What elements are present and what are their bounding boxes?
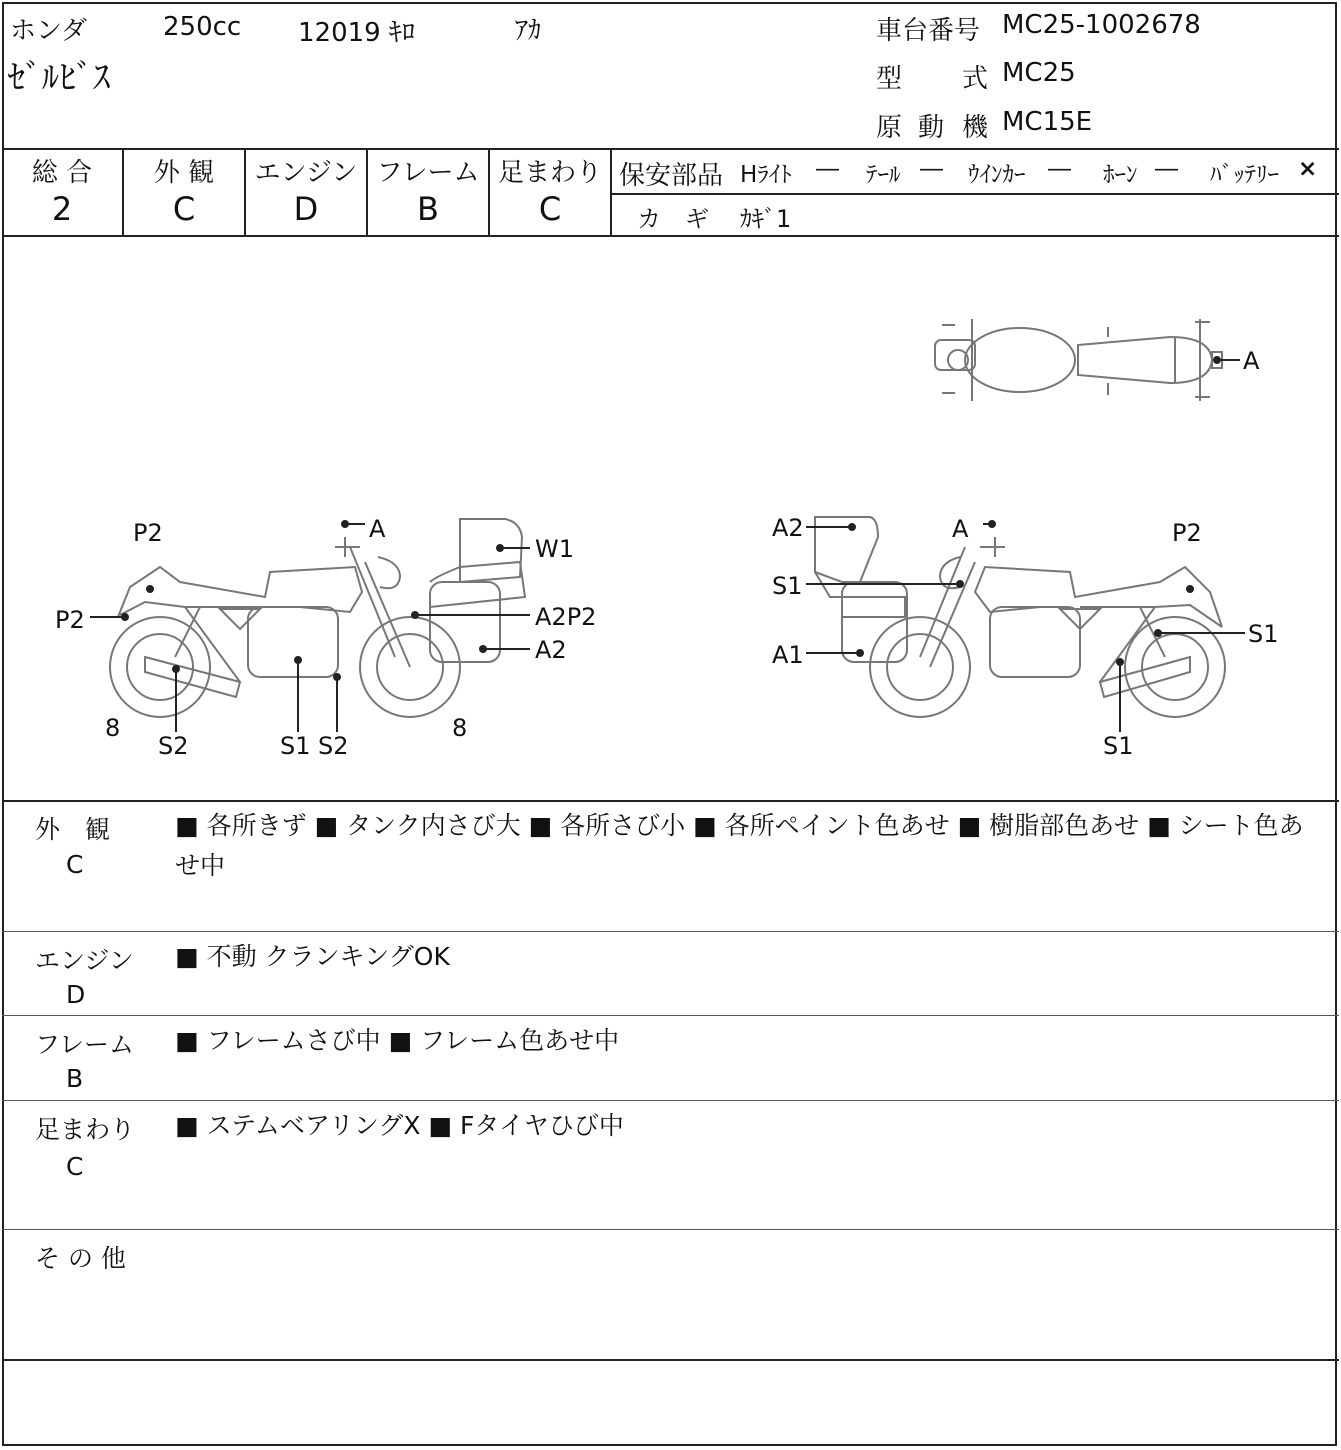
top-view-bike <box>935 319 1222 401</box>
section-divider <box>2 1015 1339 1016</box>
safety-item-tail: ﾃｰﾙ <box>866 162 901 188</box>
grade-value-engine: D <box>293 190 319 228</box>
frame-no-value: MC25-1002678 <box>1002 10 1201 40</box>
section-title-engine: エンジン <box>35 946 134 975</box>
grade-value-suspension: C <box>538 190 562 228</box>
engine-label-2: 動 <box>918 113 945 143</box>
grade-label-suspension: 足まわり <box>497 158 602 188</box>
label-right-s1-muffler: S1 <box>1103 732 1134 760</box>
section-grade-exterior: C <box>66 850 84 879</box>
footer-rule <box>2 1359 1339 1361</box>
engine-value: MC15E <box>1002 107 1093 137</box>
engine-label-3: 機 <box>962 113 989 143</box>
type-label-2: 式 <box>962 64 989 94</box>
grade-row-top-rule <box>2 148 1339 150</box>
label-left-a2p2: A2P2 <box>535 603 597 631</box>
right-side-bike <box>815 517 1225 717</box>
safety-mark-tail: ― <box>920 156 943 182</box>
label-left-w1: W1 <box>535 535 574 563</box>
grade-value-exterior: C <box>172 190 196 228</box>
section-text-engine: ■ 不動 クランキングOK <box>175 942 450 971</box>
grade-label-frame: フレーム <box>376 158 480 188</box>
damage-diagram <box>0 237 1341 800</box>
mileage: 12019 ｷﾛ <box>298 18 415 48</box>
label-top-a: A <box>1243 347 1260 375</box>
label-right-a2: A2 <box>772 514 804 542</box>
section-text-frame: ■ フレームさび中 ■ フレーム色あせ中 <box>175 1026 620 1055</box>
section-title-other: そ の 他 <box>35 1244 126 1273</box>
frame-no-label: 車台番号 <box>876 16 981 46</box>
section-text-exterior: ■ 各所きず ■ タンク内さび大 ■ 各所さび小 ■ 各所ペイント色あせ ■ 樹脂部色あせ ■ シート色あせ中 <box>175 811 1304 880</box>
color: ｱｶ <box>515 16 542 46</box>
label-left-p2-upper: P2 <box>133 519 163 547</box>
diagram-bottom-rule <box>2 800 1339 802</box>
section-grade-engine: D <box>66 980 86 1009</box>
section-grade-frame: B <box>66 1064 84 1093</box>
label-left-a: A <box>369 515 386 543</box>
safety-item-headlight: Hﾗｲﾄ <box>740 162 792 188</box>
type-value: MC25 <box>1002 58 1076 88</box>
section-title-frame: フレーム <box>35 1030 135 1059</box>
safety-label: 保安部品 <box>619 161 724 191</box>
safety-mark-headlight: ― <box>816 156 839 182</box>
left-side-bike <box>110 519 525 717</box>
grade-value-overall: 2 <box>51 190 73 228</box>
safety-mark-battery: × <box>1298 156 1318 182</box>
maker: ホンダ <box>10 16 87 46</box>
section-divider <box>2 1100 1339 1101</box>
grade-value-frame: B <box>417 190 439 228</box>
section-title-suspension: 足まわり <box>35 1115 136 1144</box>
key-value: ｶｷﾞ1 <box>740 205 792 233</box>
label-left-p2: P2 <box>55 606 85 634</box>
label-right-s1-rear: S1 <box>1248 620 1279 648</box>
section-divider <box>2 1229 1339 1230</box>
safety-divider <box>611 193 1339 195</box>
label-left-s2: S2 <box>318 732 349 760</box>
model-name: ｾﾞﾙﾋﾞｽ <box>8 58 110 98</box>
grade-label-exterior: 外 観 <box>153 158 215 188</box>
label-left-8-rear: 8 <box>105 714 121 742</box>
label-right-a1: A1 <box>772 641 804 669</box>
safety-mark-horn: ― <box>1155 156 1178 182</box>
section-divider <box>2 931 1339 932</box>
grade-label-overall: 総 合 <box>31 158 93 188</box>
grade-label-engine: エンジン <box>254 158 358 188</box>
displacement: 250cc <box>163 12 242 42</box>
section-text-suspension: ■ ステムベアリングX ■ Fタイヤひび中 <box>175 1111 624 1140</box>
section-title-exterior: 外 観 <box>35 815 111 844</box>
safety-mark-winker: ― <box>1048 156 1071 182</box>
label-right-p2: P2 <box>1172 519 1202 547</box>
label-left-s1: S1 <box>280 732 311 760</box>
key-label: カ ギ <box>637 205 709 233</box>
label-left-s2-muffler: S2 <box>158 732 189 760</box>
safety-item-battery: ﾊﾞｯﾃﾘｰ <box>1210 162 1279 188</box>
engine-label-1: 原 <box>876 113 903 143</box>
type-label-1: 型 <box>876 64 903 94</box>
section-grade-suspension: C <box>66 1152 84 1181</box>
label-left-a2: A2 <box>535 636 567 664</box>
label-left-8-front: 8 <box>452 714 468 742</box>
label-right-s1-cowl: S1 <box>772 572 803 600</box>
safety-item-winker: ｳｲﾝｶｰ <box>968 162 1026 188</box>
label-right-a: A <box>952 515 969 543</box>
safety-item-horn: ﾎｰﾝ <box>1103 162 1138 188</box>
